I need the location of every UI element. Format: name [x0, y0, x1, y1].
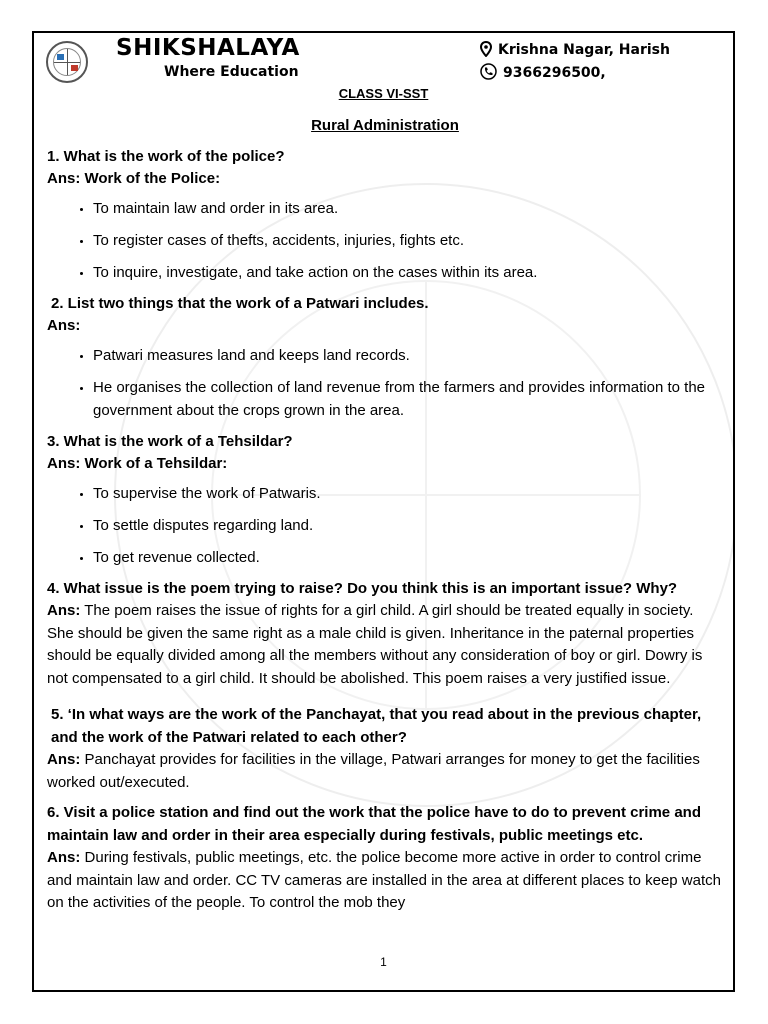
- phone-line: [480, 63, 606, 81]
- brand-name: SHIKSHALAYA: [116, 35, 300, 61]
- document-body: [47, 115, 723, 915]
- document-page: [32, 31, 735, 992]
- address-text: Krishna Nagar, Harish: [498, 42, 670, 58]
- school-logo: [46, 41, 88, 83]
- list-item: • To maintain law and order in its area.: [93, 197, 723, 220]
- answer-4-label: Ans:: [47, 602, 81, 619]
- phone-icon: [480, 63, 497, 80]
- question-2: 2. List two things that the work of a Patwari includes.: [51, 294, 429, 312]
- phone-text: 9366296500,: [503, 65, 606, 81]
- list-item: • To settle disputes regarding land.: [93, 514, 723, 537]
- answer-6-label: Ans:: [47, 849, 81, 866]
- question-1: 1. What is the work of the police?: [47, 147, 285, 165]
- list-item: • To register cases of thefts, accidents, injuries, fights etc.: [93, 229, 723, 252]
- class-label: CLASS VI-SST: [338, 86, 429, 101]
- answer-2-label: Ans:: [47, 317, 81, 334]
- question-5: 5. ‘In what ways are the work of the Panchayat, that you read about in the previous chapter, and the work of the Patwari related to each other?: [51, 706, 702, 746]
- list-item: • To inquire, investigate, and take action on the cases within its area.: [93, 261, 723, 284]
- list-item: • Patwari measures land and keeps land records.: [93, 344, 723, 367]
- location-pin-icon: [480, 41, 492, 57]
- answer-2-list: [47, 344, 723, 422]
- answer-6: [47, 847, 723, 915]
- answer-4-text: The poem raises the issue of rights for a girl child. A girl should be treated equally in society. She should be given the same right as a male child is given. Inheritance in the paternal properties should be equally divided among all the members without any consideration of boy or girl. Dowry is not compensated to a girl child. It should be abolished. This poem raises a very justified issue.: [47, 602, 703, 687]
- answer-1-label: Ans: Work of the Police:: [47, 170, 221, 187]
- answer-5: [47, 749, 723, 794]
- question-6: 6. Visit a police station and find out the work that the police have to do to prevent crime and maintain law and order in their area especially during festivals, public meetings etc.: [47, 804, 701, 844]
- question-4: 4. What issue is the poem trying to raise? Do you think this is an important issue? Why?: [47, 579, 678, 597]
- answer-3-label: Ans: Work of a Tehsildar:: [47, 455, 228, 472]
- answer-6-text: During festivals, public meetings, etc. the police become more active in order to control crime and maintain law and order. CC TV cameras are installed in the area at different places to keep watch on the activities of the people. To control the mob they: [47, 849, 721, 911]
- address-line: [480, 41, 670, 58]
- answer-3-list: [47, 482, 723, 569]
- question-3: 3. What is the work of a Tehsildar?: [47, 432, 293, 450]
- page-number: 1: [380, 955, 387, 969]
- list-item: • To get revenue collected.: [93, 546, 723, 569]
- list-item: • To supervise the work of Patwaris.: [93, 482, 723, 505]
- answer-5-text: Panchayat provides for facilities in the village, Patwari arranges for money to get the facilities worked out/executed.: [47, 751, 700, 791]
- answer-1-list: [47, 197, 723, 284]
- list-item: • He organises the collection of land revenue from the farmers and provides information to the government about the crops grown in the area.: [93, 376, 723, 422]
- answer-5-label: Ans:: [47, 751, 81, 768]
- brand-tagline: Where Education: [164, 64, 299, 80]
- answer-4: [47, 600, 723, 690]
- topic-title: Rural Administration: [311, 117, 459, 134]
